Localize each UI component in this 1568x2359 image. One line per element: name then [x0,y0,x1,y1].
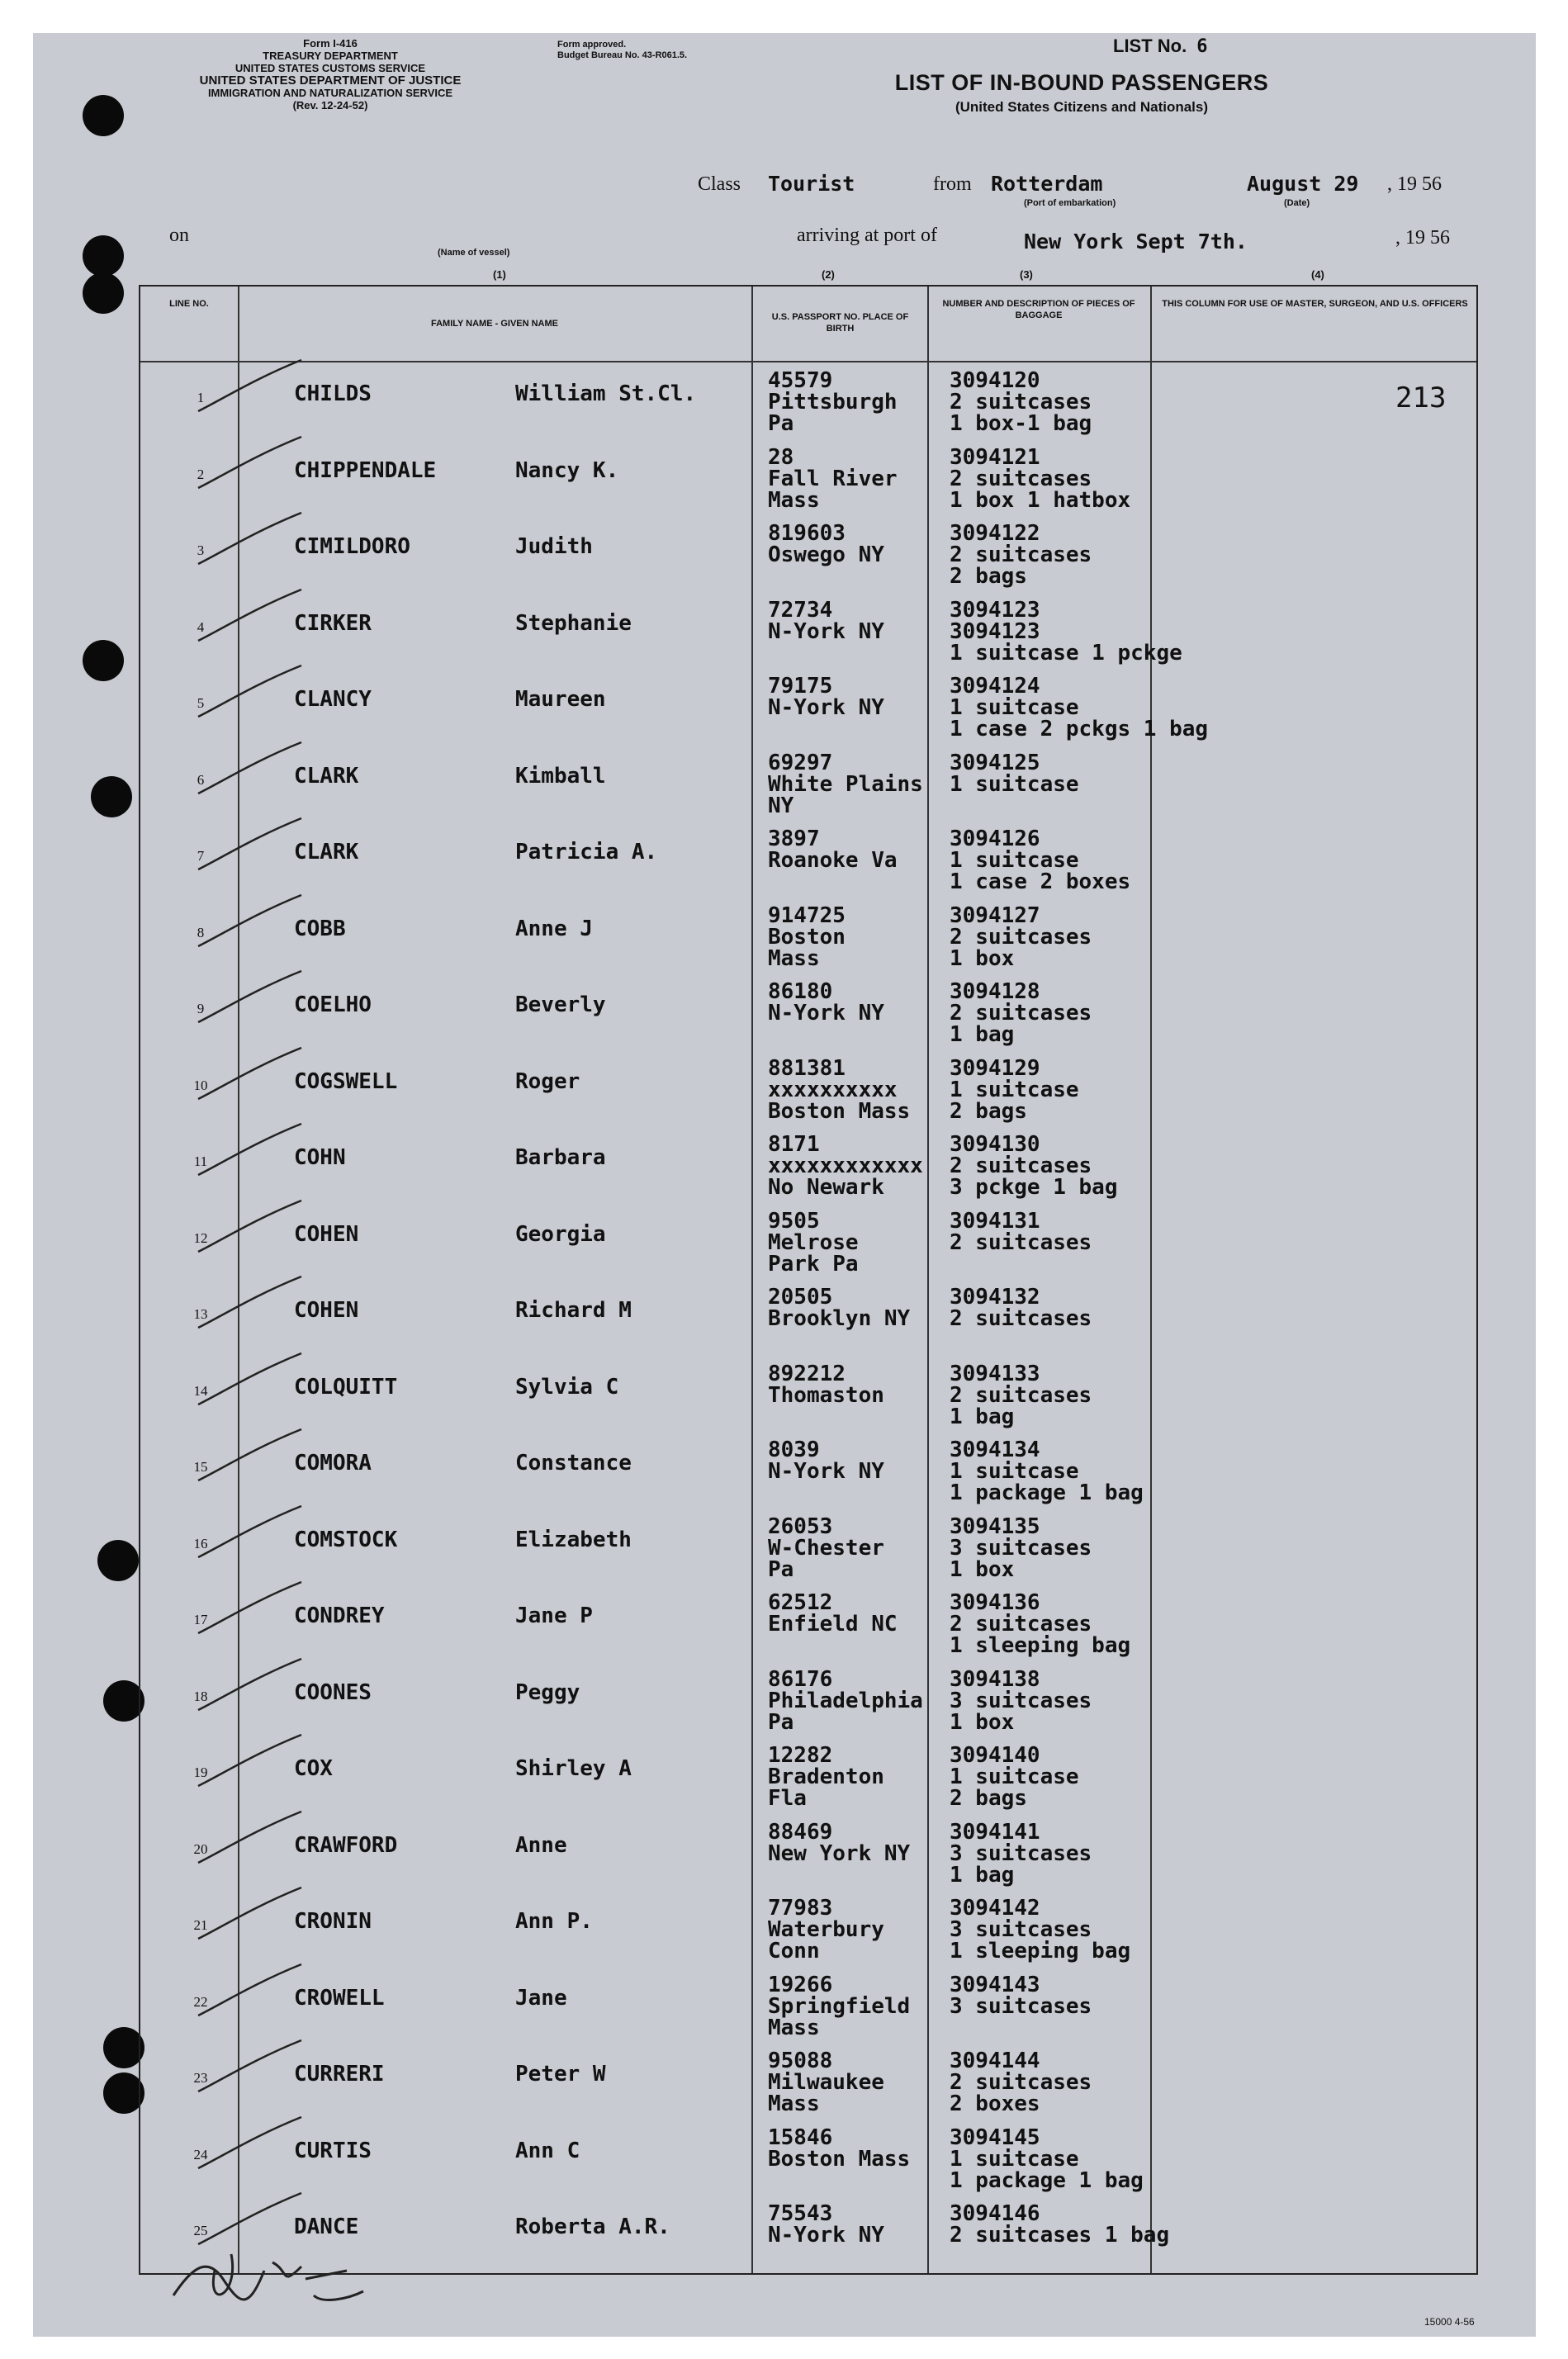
given-name: Roberta A.R. [515,2215,670,2239]
given-name: Patricia A. [515,840,658,864]
check-mark-icon [190,888,306,954]
check-mark-icon [190,1958,306,2024]
check-mark-icon [190,736,306,802]
form-number: Form I-416 [303,37,358,50]
given-name: Ann P. [515,1909,593,1934]
baggage-description: 3094141 3 suitcases 1 bag [950,1819,1092,1888]
date-value: August 29 [1247,172,1359,196]
check-mark-icon [190,583,306,649]
passport-birthplace: 12282 Bradenton Fla [768,1743,884,1811]
baggage-description: 3094129 1 suitcase 2 bags [950,1055,1079,1124]
table-row [139,1738,1478,1814]
date-caption: (Date) [1284,198,1310,208]
given-name: Anne [515,1832,567,1858]
baggage-description: 3094132 2 suitcases [950,1285,1092,1331]
line-number: 7 [197,848,205,864]
list-no-value: 6 [1196,36,1208,57]
table-row [139,440,1478,516]
given-name: Kimball [515,763,606,789]
family-name: COELHO [294,992,372,1017]
col-header-baggage: NUMBER AND DESCRIPTION OF PIECES OF BAGGAGE [942,299,1135,320]
check-mark-icon [190,1041,306,1107]
class-label: Class [698,173,741,195]
baggage-description: 3094128 2 suitcases 1 bag [950,979,1092,1047]
given-name: Anne J [515,916,593,941]
given-name: Shirley A [515,1756,632,1781]
table-row [139,2044,1478,2120]
passport-birthplace: 19266 Springfield Mass [768,1972,911,2040]
given-name: Barbara [515,1145,606,1170]
line-number: 19 [193,1765,208,1780]
check-mark-icon [190,1728,306,1794]
line-number: 14 [193,1382,208,1399]
line-number: 9 [197,1001,205,1016]
baggage-description: 3094133 2 suitcases 1 bag [950,1361,1092,1429]
baggage-description: 3094138 3 suitcases 1 box [950,1666,1092,1735]
line-number: 16 [193,1535,208,1551]
line-number: 12 [193,1229,208,1246]
form-print-code: 15000 4-56 [1424,2316,1475,2328]
baggage-description: 3094122 2 suitcases 2 bags [950,521,1092,589]
document-title [817,70,1346,116]
col-header-officers: THIS COLUMN FOR USE OF MASTER, SURGEON, AND U.S. OFFICERS [1162,299,1468,309]
family-name: COBB [294,916,346,941]
check-mark-icon [190,659,306,725]
passport-birthplace: 26053 W-Chester Pa [768,1513,884,1582]
check-mark-icon [190,812,306,878]
line-number: 20 [193,1840,208,1857]
passport-birthplace: 72734 N-York NY [768,597,884,644]
table-row [139,822,1478,898]
table-row [139,516,1478,592]
arrival-value: New York Sept 7th. [1024,230,1248,253]
check-mark-icon [190,1575,306,1641]
baggage-description: 3094143 3 suitcases [950,1972,1092,2019]
family-name: DANCE [294,2215,359,2239]
check-mark-icon [190,1270,306,1336]
given-name: Elizabeth [515,1527,632,1552]
given-name: Stephanie [515,610,632,636]
passport-birthplace: 914725 Boston Mass [768,902,846,971]
from-label: from [933,173,972,195]
baggage-description: 3094144 2 suitcases 2 boxes [950,2049,1092,2116]
line-number: 17 [193,1612,208,1627]
family-name: CLARK [294,763,359,789]
table-row [139,1433,1478,1509]
table-row [139,1204,1478,1280]
baggage-description: 3094140 1 suitcase 2 bags [950,1743,1079,1811]
baggage-description: 3094142 3 suitcases 1 sleeping bag [950,1896,1131,1963]
passport-birthplace: 88469 New York NY [768,1819,911,1866]
col-num-3: (3) [1020,268,1033,281]
budget-bureau-text: Budget Bureau No. 43-R061.5. [557,50,688,60]
year-2: , 19 56 [1395,227,1450,249]
check-mark-icon [190,1881,306,1947]
table-row [139,2120,1478,2196]
officer-signature-mark [157,2221,421,2320]
baggage-description: 3094120 2 suitcases 1 box-1 bag [950,368,1092,436]
family-name: CIMILDORO [294,534,410,559]
given-name: Sylvia C [515,1374,619,1400]
passport-birthplace: 892212 Thomaston [768,1361,884,1408]
family-name: COMSTOCK [294,1527,398,1552]
baggage-description: 3094130 2 suitcases 3 pckge 1 bag [950,1132,1118,1200]
year-1: , 19 56 [1387,173,1442,195]
list-no-label: LIST No. [1113,36,1187,56]
line-number: 3 [197,542,205,558]
table-row [139,1051,1478,1127]
check-mark-icon [190,2034,306,2100]
family-name: COONES [294,1679,372,1705]
passport-birthplace: 86180 N-York NY [768,979,884,1026]
baggage-description: 3094134 1 suitcase 1 package 1 bag [950,1438,1144,1505]
given-name: Roger [515,1068,580,1094]
passport-birthplace: 86176 Philadelphia Pa [768,1666,923,1735]
table-row [139,1662,1478,1738]
binder-hole [83,95,124,136]
table-row [139,1280,1478,1356]
table-row [139,898,1478,974]
agency-header [144,37,516,111]
line-number: 24 [193,2146,208,2162]
passport-birthplace: 79175 N-York NY [768,674,884,720]
line-number: 25 [193,2223,208,2238]
check-mark-icon [190,1194,306,1260]
baggage-description: 3094126 1 suitcase 1 case 2 boxes [950,827,1131,894]
line-number: 11 [193,1153,208,1169]
line-number: 5 [197,695,205,711]
table-row [139,363,1478,439]
subtitle-text: (United States Citizens and Nationals) [955,99,1209,115]
col-header-passport: U.S. PASSPORT NO. PLACE OF BIRTH [771,312,909,334]
baggage-description: 3094146 2 suitcases 1 bag [950,2201,1170,2248]
check-mark-icon [190,506,306,572]
passport-birthplace: 15846 Boston Mass [768,2125,911,2172]
check-mark-icon [190,1499,306,1566]
line-number: 22 [193,1993,208,2010]
form-approved-text: Form approved. [557,40,627,50]
col-num-1: (1) [493,268,506,281]
check-mark-icon [190,964,306,1030]
given-name: Constance [515,1451,632,1476]
class-value: Tourist [768,172,855,196]
given-name: Maureen [515,687,606,712]
given-name: Georgia [515,1221,606,1247]
family-name: CURRERI [294,2062,385,2087]
treasury-line: TREASURY DEPARTMENT [263,50,398,62]
baggage-description: 3094131 2 suitcases [950,1208,1092,1255]
family-name: CLANCY [294,687,372,712]
passport-birthplace: 9505 Melrose Park Pa [768,1208,859,1277]
check-mark-icon [190,430,306,496]
family-name: COHEN [294,1298,359,1323]
table-row [139,593,1478,669]
passport-birthplace: 95088 Milwaukee Mass [768,2049,884,2116]
family-name: CROWELL [294,1985,385,2011]
given-name: Peter W [515,2062,606,2087]
binder-hole [91,776,132,817]
check-mark-icon [190,1423,306,1489]
binder-hole [83,640,124,681]
line-number: 6 [197,771,205,788]
passport-birthplace: 8039 N-York NY [768,1438,884,1484]
from-value: Rotterdam [991,172,1103,196]
baggage-description: 3094135 3 suitcases 1 box [950,1513,1092,1582]
family-name: COLQUITT [294,1374,398,1400]
line-number: 4 [197,618,205,635]
family-name: CRONIN [294,1909,372,1934]
given-name: Nancy K. [515,457,619,483]
passport-birthplace: 45579 Pittsburgh Pa [768,368,898,436]
line-number: 2 [197,466,205,482]
baggage-description: 3094145 1 suitcase 1 package 1 bag [950,2125,1144,2193]
col-num-2: (2) [822,268,835,281]
baggage-description: 3094123 3094123 1 suitcase 1 pckge [950,597,1182,666]
binder-hole [97,1540,139,1581]
table-row [139,1968,1478,2044]
officer-stamp-number: 213 [1395,381,1447,414]
arriving-label: arriving at port of [797,225,937,246]
passport-birthplace: 819603 Oswego NY [768,521,884,567]
family-name: CHIPPENDALE [294,457,437,483]
port-embark-caption: (Port of embarkation) [1024,198,1116,208]
family-name: CRAWFORD [294,1832,398,1858]
passport-birthplace: 20505 Brooklyn NY [768,1285,911,1331]
passport-birthplace: 62512 Enfield NC [768,1590,898,1637]
passport-birthplace: 881381 xxxxxxxxxx Boston Mass [768,1055,911,1124]
baggage-description: 3094136 2 suitcases 1 sleeping bag [950,1590,1131,1658]
table-row [139,974,1478,1050]
justice-line: UNITED STATES DEPARTMENT OF JUSTICE [199,73,462,88]
line-number: 18 [193,1688,208,1704]
col-num-4: (4) [1311,268,1324,281]
list-number [1113,36,1207,57]
given-name: William St.Cl. [515,381,697,406]
ins-line: IMMIGRATION AND NATURALIZATION SERVICE [207,87,453,99]
table-row [139,669,1478,745]
family-name: COX [294,1756,333,1781]
passport-birthplace: 75543 N-York NY [768,2201,884,2248]
family-name: CURTIS [294,2138,372,2163]
family-name: CHILDS [294,381,372,406]
passport-birthplace: 28 Fall River Mass [768,444,898,513]
family-name: COHN [294,1145,346,1170]
passport-birthplace: 3897 Roanoke Va [768,827,898,873]
passport-birthplace: 8171 xxxxxxxxxxxx No Newark [768,1132,923,1200]
table-row [139,746,1478,822]
binder-hole [83,272,124,314]
family-name: CIRKER [294,610,372,636]
line-number: 10 [193,1077,208,1093]
family-name: COGSWELL [294,1068,398,1094]
revision-line: (Rev. 12-24-52) [292,99,368,111]
family-name: CONDREY [294,1603,385,1628]
table-row [139,1891,1478,1967]
family-name: CLARK [294,840,359,864]
family-name: COMORA [294,1451,372,1476]
baggage-description: 3094125 1 suitcase [950,750,1079,797]
line-number: 21 [193,1917,208,1933]
table-row [139,1509,1478,1585]
baggage-description: 3094121 2 suitcases 1 box 1 hatbox [950,444,1131,513]
check-mark-icon [190,1117,306,1183]
check-mark-icon [190,1652,306,1718]
on-label: on [169,225,189,246]
family-name: COHEN [294,1221,359,1247]
passport-birthplace: 69297 White Plains NY [768,750,923,818]
col-header-name: FAMILY NAME - GIVEN NAME [430,319,559,329]
table-row [139,1585,1478,1661]
line-number: 1 [197,390,205,405]
given-name: Jane [515,1985,567,2011]
check-mark-icon [190,2110,306,2177]
given-name: Peggy [515,1679,580,1705]
table-row [139,1127,1478,1203]
form-approval [557,40,687,61]
line-number: 15 [193,1459,208,1475]
baggage-description: 3094127 2 suitcases 1 box [950,902,1092,971]
table-row [139,1357,1478,1433]
line-number: 13 [193,1306,208,1322]
line-number: 23 [193,2070,208,2086]
table-row [139,1815,1478,1891]
given-name: Jane P [515,1603,593,1628]
title-text: LIST OF IN-BOUND PASSENGERS [894,70,1269,95]
vessel-caption: (Name of vessel) [438,248,510,258]
check-mark-icon [190,1805,306,1871]
given-name: Ann C [515,2138,580,2163]
col-header-line-no: LINE NO. [169,299,209,309]
baggage-description: 3094124 1 suitcase 1 case 2 pckgs 1 bag [950,674,1209,741]
binder-hole [83,235,124,277]
given-name: Judith [515,534,593,559]
check-mark-icon [190,353,306,419]
check-mark-icon [190,1347,306,1413]
line-number: 8 [197,924,205,940]
given-name: Richard M [515,1298,632,1323]
customs-line: UNITED STATES CUSTOMS SERVICE [234,62,426,74]
passport-birthplace: 77983 Waterbury Conn [768,1896,884,1963]
given-name: Beverly [515,992,606,1017]
